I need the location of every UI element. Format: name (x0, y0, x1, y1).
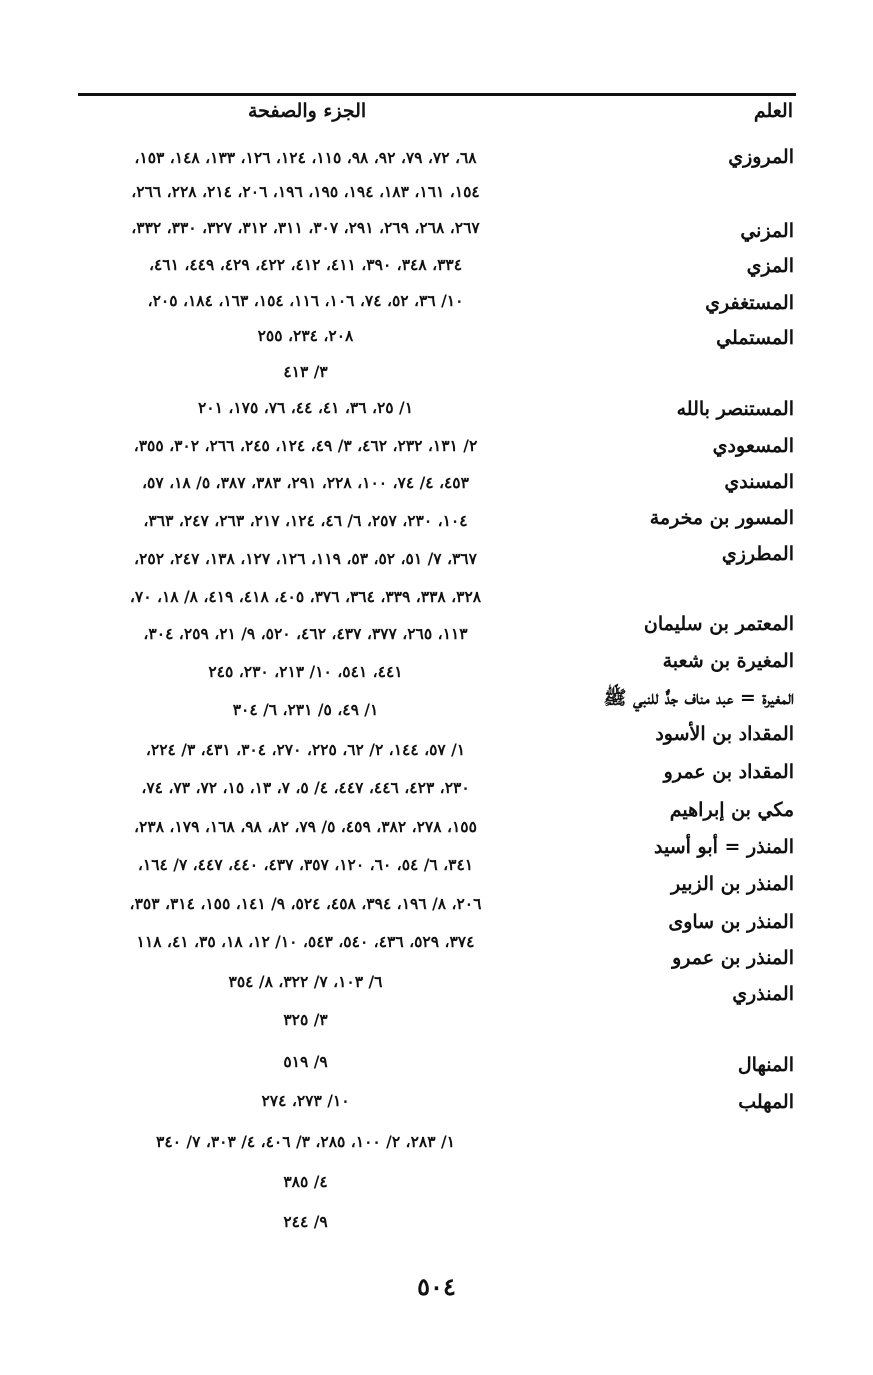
entry-name: المغيرة بن شعبة (662, 650, 794, 672)
pages-row (78, 549, 796, 579)
pages-row (78, 740, 796, 770)
pages-row (78, 1091, 796, 1121)
pages-row (78, 1132, 796, 1162)
page-refs: ٣٧٤، ٥٢٩، ٤٣٦، ٥٤٠، ٥٤٣، ١٠/ ١٢، ١٨، ٣٥، ٤١، ١١٨ (136, 932, 475, 951)
pages-row (78, 1052, 796, 1082)
page-refs: ٣/ ٣٢٥ (283, 1010, 328, 1029)
entry-name: المنذري (732, 983, 794, 1005)
pages-row (78, 436, 796, 466)
pages-row (78, 662, 796, 692)
entry-name: المستملي (716, 327, 794, 349)
pages-row (78, 182, 796, 212)
entry-name: مكي بن إبراهيم (669, 799, 794, 821)
page-refs: ٢٦٧، ٢٦٨، ٢٦٩، ٢٩١، ٣٠٧، ٣١١، ٣١٢، ٣٢٧، ٣٣٠، ٣٣٢، (131, 218, 480, 237)
pages-row (78, 817, 796, 847)
pages-row (78, 778, 796, 808)
page-refs: ٦٨، ٧٢، ٧٩، ٩٢، ٩٨، ١١٥، ١٢٤، ١٢٦، ١٣٣، ١٤٨، ١٥٣، (134, 148, 477, 167)
entry-name: المستنصر بالله (676, 398, 794, 420)
pages-row (78, 148, 796, 178)
page-refs: ٣٢٨، ٣٣٨، ٣٣٩، ٣٦٤، ٣٧٦، ٤٠٥، ٤١٨، ٤١٩، ٨/ ١٨، ٧٠، (129, 587, 482, 606)
pages-row (78, 1010, 796, 1040)
entry-name: المنهال (737, 1054, 794, 1076)
pages-row (78, 932, 796, 962)
entry-name: المنذر = أبو أسيد (654, 836, 794, 858)
page-refs: ٣٤١، ٦/ ٥٤، ٦٠، ١٢٠، ٣٥٧، ٤٣٧، ٤٤٠، ٤٤٧، ٧/ ١٦٤، (137, 855, 474, 874)
entry-name: المهلب (738, 1091, 794, 1113)
entry-name: المسندي (724, 471, 794, 493)
page-refs: ٤٥٣، ٤/ ٧٤، ١٠٠، ٢٢٨، ٢٩١، ٣٨٣، ٣٨٧، ٥/ ١٨، ٥٧، (142, 473, 469, 492)
page-refs: ١١٣، ٢٦٥، ٣٧٧، ٤٣٧، ٤٦٢، ٥٢٠، ٩/ ٢١، ٢٥٩، ٣٠٤، (143, 624, 468, 643)
page-refs: ٦/ ١٠٣، ٧/ ٣٢٢، ٨/ ٣٥٤ (228, 972, 383, 991)
top-rule (78, 93, 796, 96)
page-number: ٥٠٤ (417, 1272, 456, 1301)
pages-row (78, 700, 796, 730)
pages-row (78, 624, 796, 654)
pages-row (78, 587, 796, 617)
page-refs: ٣٦٧، ٧/ ٥١، ٥٢، ٥٣، ١١٩، ١٢٦، ١٢٧، ١٣٨، ٢٤٧، ٢٥٢، (134, 549, 477, 568)
page-refs: ٣/ ٤١٣ (283, 362, 328, 381)
page-refs: ٣٣٤، ٣٤٨، ٣٩٠، ٤١١، ٤١٢، ٤٢٢، ٤٢٩، ٤٤٩، ٤٦١، (148, 255, 463, 274)
entry-name: المنذر بن ساوى (668, 911, 794, 933)
entry-name: المطرزي (721, 543, 794, 565)
entry-name: المقداد بن الأسود (655, 723, 794, 745)
entry-name: المزي (746, 255, 794, 277)
page-refs: ١/ ٥٧، ١٤٤، ٢/ ٦٢، ٢٢٥، ٢٧٠، ٣٠٤، ٤٣١، ٣/ ٢٢٤، (145, 740, 466, 759)
pages-row (78, 972, 796, 1002)
entry-name: المغيرة = عبد مناف جدٌّ للنبي ﷺ (603, 687, 794, 709)
pages-row (78, 218, 796, 248)
page-refs: ١٠٤، ٢٣٠، ٢٥٧، ٦/ ٤٦، ١٢٤، ٢١٧، ٢٦٣، ٢٤٧، ٣٦٣، (143, 511, 468, 530)
page-refs: ١٠/ ٢٧٣، ٢٧٤ (261, 1091, 350, 1110)
page-refs: ٤٤١، ٥٤١، ١٠/ ٢١٣، ٢٣٠، ٢٤٥ (208, 662, 403, 681)
pages-row (78, 894, 796, 924)
page-refs: ٩/ ٥١٩ (283, 1052, 328, 1071)
page-refs: ١٠/ ٣٦، ٥٢، ٧٤، ١٠٦، ١١٦، ١٥٤، ١٦٣، ١٨٤، ٢٠٥، (147, 291, 464, 310)
pages-row (78, 326, 796, 356)
page-refs: ٢/ ١٣١، ٢٣٢، ٤٦٢، ٣/ ٤٩، ١٢٤، ٢٤٥، ٢٦٦، ٣٠٢، ٣٥٥، (133, 436, 478, 455)
header-pages-column: الجزء والصفحة (248, 100, 367, 122)
entry-name: المستغفري (705, 292, 794, 314)
page-refs: ٢٠٦، ٨/ ١٩٦، ٣٩٤، ٤٥٨، ٥٢٤، ٩/ ١٤١، ١٥٥، ٣١٤، ٣٥٣، (129, 894, 482, 913)
page-refs: ١٥٤، ١٦١، ١٨٣، ١٩٤، ١٩٥، ١٩٦، ٢٠٦، ٢١٤، ٢٢٨، ٢٦٦، (131, 182, 480, 201)
page-refs: ٤/ ٣٨٥ (283, 1172, 328, 1191)
entry-name: المنذر بن الزبير (671, 873, 794, 895)
entry-name: المعتمر بن سليمان (643, 613, 794, 635)
page-refs: ٢٠٨، ٢٣٤، ٢٥٥ (257, 326, 354, 345)
entry-name: المقداد بن عمرو (663, 761, 794, 783)
entry-name: المسور بن مخرمة (649, 507, 794, 529)
page-refs: ٢٣٠، ٤٢٣، ٤٤٦، ٤٤٧، ٤/ ٥، ٧، ١٣، ١٥، ٧٢، ٧٣، ٧٤، (141, 778, 470, 797)
page-refs: ٩/ ٢٤٤ (283, 1212, 328, 1231)
page-refs: ١/ ٤٩، ٥/ ٢٣١، ٦/ ٣٠٤ (232, 700, 379, 719)
pages-row (78, 855, 796, 885)
header-name-column: العلم (753, 100, 793, 122)
page-refs: ١/ ٢٨٣، ٢/ ١٠٠، ٢٨٥، ٣/ ٤٠٦، ٤/ ٣٠٣، ٧/ ٣٤٠ (156, 1132, 455, 1151)
pages-row (78, 255, 796, 285)
pages-row (78, 511, 796, 541)
entry-name: المزني (740, 220, 794, 242)
pages-row (78, 398, 796, 428)
entry-name: المسعودي (712, 435, 794, 457)
pages-row (78, 291, 796, 321)
page-refs: ١/ ٢٥، ٣٦، ٤١، ٤٤، ٧٦، ١٧٥، ٢٠١ (197, 398, 414, 417)
pages-row (78, 473, 796, 503)
pages-row (78, 1212, 796, 1242)
page-refs: ١٥٥، ٢٧٨، ٣٨٢، ٤٥٩، ٥/ ٧٩، ٨٢، ٩٨، ١٦٨، ١٧٩، ٢٣٨، (134, 817, 477, 836)
pages-row (78, 362, 796, 392)
pages-row (78, 1172, 796, 1202)
entry-name: المنذر بن عمرو (672, 947, 794, 969)
entry-name: المروزي (728, 146, 794, 168)
